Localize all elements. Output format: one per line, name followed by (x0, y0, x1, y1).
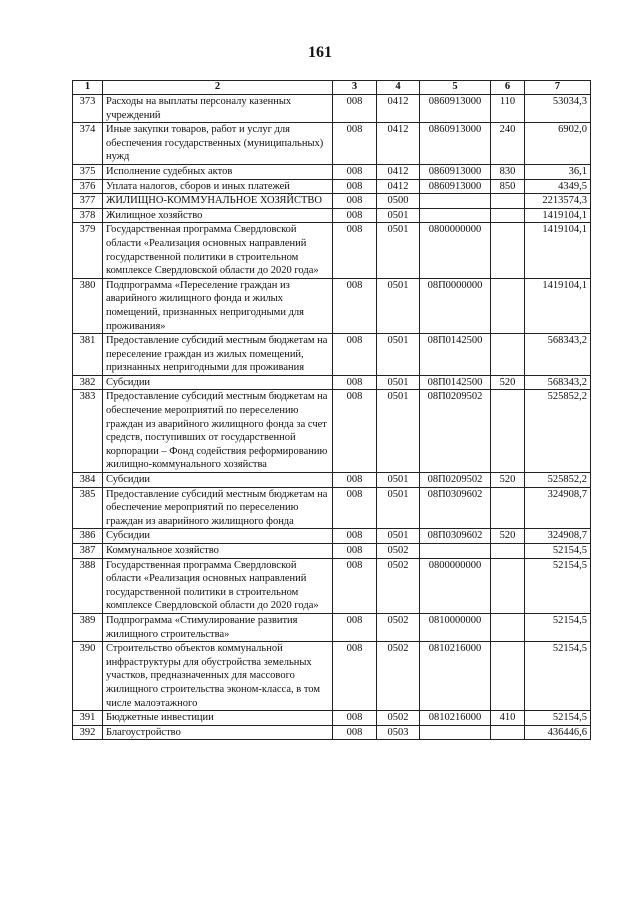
row-expense-type-code: 830 (491, 164, 525, 179)
row-number: 389 (73, 613, 103, 641)
row-number: 378 (73, 208, 103, 223)
row-expense-type-code: 240 (491, 123, 525, 165)
row-name: Подпрограмма «Переселение граждан из аварийного жилищного фонда и жилых помещений, признанных непригодными для проживания» (103, 278, 333, 333)
row-department-code: 008 (333, 334, 377, 376)
row-name: Исполнение судебных актов (103, 164, 333, 179)
row-section-code: 0501 (377, 223, 420, 278)
table-row (73, 375, 591, 390)
row-department-code: 008 (333, 725, 377, 740)
row-department-code: 008 (333, 642, 377, 711)
row-department-code: 008 (333, 194, 377, 209)
header-col-2: 2 (103, 81, 333, 95)
row-department-code: 008 (333, 95, 377, 123)
row-amount: 1419104,1 (525, 208, 591, 223)
row-department-code: 008 (333, 544, 377, 559)
row-expense-type-code (491, 223, 525, 278)
row-department-code: 008 (333, 529, 377, 544)
row-name: Бюджетные инвестиции (103, 711, 333, 726)
row-section-code: 0500 (377, 194, 420, 209)
row-department-code: 008 (333, 473, 377, 488)
row-amount: 52154,5 (525, 558, 591, 613)
row-section-code: 0503 (377, 725, 420, 740)
row-expense-type-code: 850 (491, 179, 525, 194)
row-section-code: 0501 (377, 334, 420, 376)
table-row (73, 473, 591, 488)
row-department-code: 008 (333, 375, 377, 390)
row-department-code: 008 (333, 613, 377, 641)
table-row (73, 529, 591, 544)
table-row (73, 613, 591, 641)
row-amount: 525852,2 (525, 390, 591, 473)
row-department-code: 008 (333, 558, 377, 613)
header-col-4: 4 (377, 81, 420, 95)
table-row (73, 711, 591, 726)
row-department-code: 008 (333, 487, 377, 529)
row-number: 392 (73, 725, 103, 740)
row-target-article-code: 0810216000 (420, 642, 491, 711)
row-target-article-code: 08П0000000 (420, 278, 491, 333)
row-name: Государственная программа Свердловской области «Реализация основных направлений государственной политики в строительном комплексе Свердловской области до 2020 года» (103, 558, 333, 613)
row-amount: 53034,3 (525, 95, 591, 123)
row-section-code: 0501 (377, 208, 420, 223)
row-amount: 52154,5 (525, 544, 591, 559)
row-amount: 36,1 (525, 164, 591, 179)
row-expense-type-code (491, 208, 525, 223)
row-expense-type-code: 410 (491, 711, 525, 726)
row-expense-type-code: 520 (491, 529, 525, 544)
row-number: 383 (73, 390, 103, 473)
header-col-7: 7 (525, 81, 591, 95)
row-target-article-code: 0860913000 (420, 164, 491, 179)
row-department-code: 008 (333, 123, 377, 165)
table-row (73, 558, 591, 613)
table-body (73, 95, 591, 740)
row-section-code: 0412 (377, 123, 420, 165)
row-department-code: 008 (333, 179, 377, 194)
row-expense-type-code: 110 (491, 95, 525, 123)
table-row (73, 194, 591, 209)
row-section-code: 0502 (377, 642, 420, 711)
row-expense-type-code (491, 390, 525, 473)
table-row (73, 164, 591, 179)
row-amount: 6902,0 (525, 123, 591, 165)
row-section-code: 0502 (377, 544, 420, 559)
row-target-article-code: 0810000000 (420, 613, 491, 641)
table-row (73, 642, 591, 711)
budget-table (72, 80, 591, 740)
row-number: 376 (73, 179, 103, 194)
row-number: 386 (73, 529, 103, 544)
row-target-article-code (420, 544, 491, 559)
row-section-code: 0502 (377, 558, 420, 613)
row-target-article-code: 08П0309602 (420, 529, 491, 544)
row-target-article-code (420, 208, 491, 223)
row-amount: 2213574,3 (525, 194, 591, 209)
row-amount: 1419104,1 (525, 223, 591, 278)
row-expense-type-code (491, 642, 525, 711)
row-name: Государственная программа Свердловской области «Реализация основных направлений государственной политики в строительном комплексе Свердловской области до 2020 года» (103, 223, 333, 278)
row-section-code: 0501 (377, 529, 420, 544)
row-number: 373 (73, 95, 103, 123)
row-amount: 436446,6 (525, 725, 591, 740)
row-target-article-code: 08П0209502 (420, 390, 491, 473)
row-name: Благоустройство (103, 725, 333, 740)
row-number: 377 (73, 194, 103, 209)
row-name: Уплата налогов, сборов и иных платежей (103, 179, 333, 194)
row-number: 385 (73, 487, 103, 529)
row-name: Предоставление субсидий местным бюджетам на обеспечение мероприятий по переселению граждан из аварийного жилищного фонда (103, 487, 333, 529)
table-row (73, 544, 591, 559)
row-name: Строительство объектов коммунальной инфраструктуры для обустройства земельных участков, предназначенных для массового жилищного строительства эконом-класса, в том числе малоэтажного (103, 642, 333, 711)
row-name: Предоставление субсидий местным бюджетам на переселение граждан из жилых помещений, признанных непригодными для проживания (103, 334, 333, 376)
row-name: Расходы на выплаты персоналу казенных учреждений (103, 95, 333, 123)
row-name: Жилищное хозяйство (103, 208, 333, 223)
row-target-article-code: 0860913000 (420, 123, 491, 165)
row-target-article-code: 08П0309602 (420, 487, 491, 529)
table-row (73, 725, 591, 740)
row-target-article-code: 08П0142500 (420, 334, 491, 376)
row-department-code: 008 (333, 223, 377, 278)
row-section-code: 0502 (377, 711, 420, 726)
row-department-code: 008 (333, 278, 377, 333)
row-name: Коммунальное хозяйство (103, 544, 333, 559)
row-name: Предоставление субсидий местным бюджетам на обеспечение мероприятий по переселению граждан из аварийного жилищного фонда за счет средств, поступивших от государственной корпорации – Фонд содействия реформированию жилищно-коммунального хозяйства (103, 390, 333, 473)
row-target-article-code (420, 725, 491, 740)
row-number: 375 (73, 164, 103, 179)
header-col-6: 6 (491, 81, 525, 95)
row-target-article-code: 0860913000 (420, 95, 491, 123)
row-section-code: 0412 (377, 164, 420, 179)
page-number: 161 (308, 44, 332, 61)
row-number: 387 (73, 544, 103, 559)
row-expense-type-code (491, 544, 525, 559)
row-target-article-code (420, 194, 491, 209)
row-name: ЖИЛИЩНО-КОММУНАЛЬНОЕ ХОЗЯЙСТВО (103, 194, 333, 209)
row-section-code: 0501 (377, 278, 420, 333)
row-name: Подпрограмма «Стимулирование развития жилищного строительства» (103, 613, 333, 641)
table-row (73, 487, 591, 529)
table-header-row (73, 81, 591, 95)
row-number: 390 (73, 642, 103, 711)
row-section-code: 0412 (377, 179, 420, 194)
table-row (73, 334, 591, 376)
header-col-5: 5 (420, 81, 491, 95)
row-amount: 52154,5 (525, 642, 591, 711)
row-target-article-code: 0800000000 (420, 223, 491, 278)
row-name: Субсидии (103, 473, 333, 488)
row-expense-type-code (491, 194, 525, 209)
row-target-article-code: 08П0209502 (420, 473, 491, 488)
row-number: 391 (73, 711, 103, 726)
row-target-article-code: 0800000000 (420, 558, 491, 613)
row-expense-type-code (491, 278, 525, 333)
row-expense-type-code (491, 613, 525, 641)
row-amount: 52154,5 (525, 613, 591, 641)
header-col-1: 1 (73, 81, 103, 95)
row-number: 384 (73, 473, 103, 488)
table-row (73, 123, 591, 165)
row-target-article-code: 08П0142500 (420, 375, 491, 390)
row-amount: 568343,2 (525, 375, 591, 390)
row-department-code: 008 (333, 208, 377, 223)
row-number: 380 (73, 278, 103, 333)
row-department-code: 008 (333, 711, 377, 726)
row-section-code: 0501 (377, 473, 420, 488)
row-amount: 525852,2 (525, 473, 591, 488)
header-col-3: 3 (333, 81, 377, 95)
row-expense-type-code: 520 (491, 473, 525, 488)
table-row (73, 95, 591, 123)
row-amount: 4349,5 (525, 179, 591, 194)
table-row (73, 390, 591, 473)
table-row (73, 278, 591, 333)
row-department-code: 008 (333, 164, 377, 179)
row-amount: 568343,2 (525, 334, 591, 376)
row-department-code: 008 (333, 390, 377, 473)
row-expense-type-code (491, 725, 525, 740)
row-section-code: 0501 (377, 487, 420, 529)
table-row (73, 179, 591, 194)
row-amount: 1419104,1 (525, 278, 591, 333)
row-number: 374 (73, 123, 103, 165)
table-row (73, 223, 591, 278)
row-section-code: 0502 (377, 613, 420, 641)
row-name: Субсидии (103, 375, 333, 390)
row-section-code: 0501 (377, 390, 420, 473)
row-expense-type-code (491, 558, 525, 613)
row-amount: 324908,7 (525, 529, 591, 544)
row-number: 388 (73, 558, 103, 613)
row-number: 382 (73, 375, 103, 390)
row-name: Иные закупки товаров, работ и услуг для обеспечения государственных (муниципальных) нужд (103, 123, 333, 165)
row-expense-type-code (491, 334, 525, 376)
row-name: Субсидии (103, 529, 333, 544)
row-section-code: 0412 (377, 95, 420, 123)
table-row (73, 208, 591, 223)
row-amount: 52154,5 (525, 711, 591, 726)
row-expense-type-code: 520 (491, 375, 525, 390)
row-section-code: 0501 (377, 375, 420, 390)
row-number: 381 (73, 334, 103, 376)
row-target-article-code: 0860913000 (420, 179, 491, 194)
row-target-article-code: 0810216000 (420, 711, 491, 726)
row-amount: 324908,7 (525, 487, 591, 529)
row-number: 379 (73, 223, 103, 278)
row-expense-type-code (491, 487, 525, 529)
